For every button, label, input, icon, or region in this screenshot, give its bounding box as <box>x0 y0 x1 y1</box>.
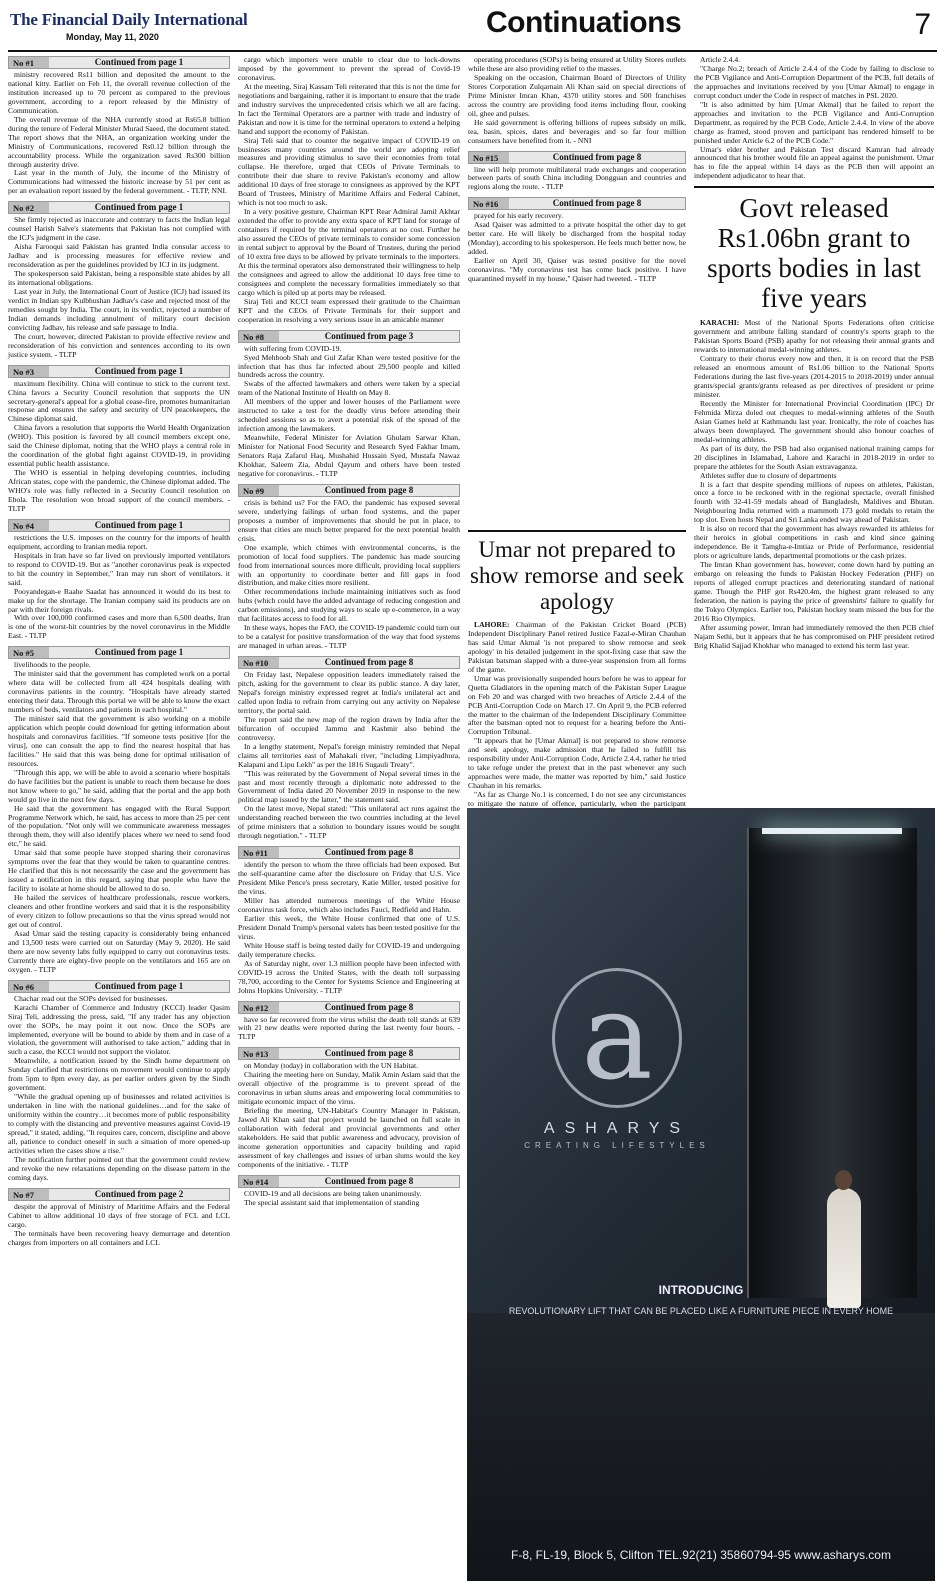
paragraph: He said that the government has engaged with the Rural Support Programme Network which, he said, has access to more than 25 per cent of the population. "Not only will we communicate awareness messages through them, they will also identify places where we need to send food etc," he said. <box>8 803 230 849</box>
umar-story <box>468 530 686 809</box>
section-title: Continuations <box>486 6 682 39</box>
paragraph: On Friday last, Nepalese opposition leaders immediately raised the pitch, asking for the government to clear its public stance. A day later, Nepal's foreign ministry expressed regret at India's unilateral act and called upon India to refrain from carrying out any activity on Nepalese territory, the portal said. <box>238 670 460 715</box>
asharys-advertisement[interactable] <box>467 808 935 1581</box>
paragraph <box>694 624 934 651</box>
paragraph <box>468 675 686 738</box>
continuation-title: Continued from page 8 <box>324 847 414 858</box>
paragraph: Aisha Farooqui said Pakistan has granted India consular access to Jadhav and is processing measures for effective review and reconsideration as per the guidelines provided by ICJ in its judgment. <box>8 242 230 270</box>
header-rule <box>8 50 937 52</box>
paragraph: identify the person to whom the three officials had been exposed. But the self-quarantine came after the disclosure on Friday that U.S. Vice President Mike Pence's press secretary, Katie Miller, tested positive for the virus. <box>238 860 460 897</box>
paragraph: line will help promote multilateral trade exchanges and cooperation between parts of south China including Dongguan and countries and regions along the route. - TLTP <box>468 164 686 192</box>
paragraph: livelihoods to the people. <box>14 660 91 670</box>
continuation-title: Continued from page 8 <box>324 1048 414 1059</box>
paragraph: Siraj Teli said that to counter the negative impact of COVID-19 on businesses many countries around the world are adopting relief measures and providing stimulus to save their economies from total collapse. He therefore, urged that CEOs of Private Terminals to contribute their due share to revive Pakistan's economy and allow additional 10 days of free storage to consignees as approved by the KPT Board of Trustees, Ministry of Maritime Affairs and Federal Cabinet, which is not too much to ask. <box>238 135 460 208</box>
paragraph: Umar said that some people have stopped sharing their coronavirus symptoms over the fear that they would be taken to quarantine centres. He clarified that this is not necessarily the case and the government has issued a notification in this regard, saying that people who have the facility to isolate at home should be allowed to do so. <box>8 848 230 894</box>
continuation-header <box>238 1001 460 1014</box>
paragraph: Speaking on the occasion, Chairman Board of Directors of Utility Stores Corporation Zulqarnain Ali Khan said on special directions of Prime Minister Imran Khan, 4370 utility stores and 500 franchises across the country are providing food items including flour, cooking oil, ghee and pulses. <box>468 72 686 118</box>
continuation-header <box>8 646 230 659</box>
page-number: 7 <box>914 8 931 41</box>
paragraph <box>694 561 934 624</box>
continuation-number: No #16 <box>469 198 509 209</box>
continuation-number: No #15 <box>469 152 509 163</box>
paragraph: At the meeting, Siraj Kassam Teli reiterated that this is not the time for negotiations and bargaining, rather it is important to ensure that the trade and industry survives the unprecedented crisis which we all are facing. In fact the Terminal Operators are a partner with trade and industry of Pakistan and now it is time for the terminal operators to extend a helping hand and support the economy of Pakistan. <box>238 81 460 136</box>
paragraph: Earlier on April 30, Qaiser was tested positive for the novel coronavirus. "My coronavirus test has come back positive. I have quarantined myself in my house," Qaiser had tweeted. - TLTP <box>468 256 686 284</box>
paragraph <box>694 400 934 445</box>
paragraph: She firmly rejected as inaccurate and contrary to facts the Indian legal counsel Harish Salve's statements that Pakistan has not complied with the ICJ's judgment in the case. <box>8 215 230 243</box>
continuation-block <box>468 197 686 284</box>
paragraph: crisis is behind us? For the FAO, the pandemic has exposed several severe, underlying failings of urban food systems, and the paper proposes a number of improvements that should be put in place, to ensure that cities are much better prepared for the next potential health crisis. <box>238 497 460 543</box>
continuation-header <box>8 519 230 532</box>
paragraph-text: "As far as Charge No.1 is concerned, I do not see any circumstances to mitigate the nature of offence, particularly, when the participant <box>468 790 686 809</box>
continuation-title: Continued from page 8 <box>324 1175 414 1186</box>
continuation-header <box>238 656 460 669</box>
paragraph: cargo which importers were unable to clear due to lock-downs imposed by the government to prevent the spread of Covid-19 coronavirus. <box>238 55 460 82</box>
ad-tagline: CREATING LIFESTYLES <box>524 1141 710 1150</box>
continuation-header <box>8 201 230 214</box>
continuation-block <box>8 646 230 974</box>
continuation-title: Continued from page 1 <box>94 519 184 530</box>
paragraph: on Monday (today) in collaboration with the UN Habitat. <box>244 1061 418 1071</box>
paragraph-text: Recently the Minister for International Provincial Coordination (IPC) Dr Fehmida Mirza doled out cheques to medal-winning athletes of the South Asian Games held at Kathmandu last year. Ironically, the role of coaches has always been downplayed. The government should also honour coaches of medal-winning athletes. <box>694 398 934 444</box>
paragraph: restrictions the U.S. imposes on the country for the imports of health equipment, according to Iranian media report. <box>8 532 230 551</box>
continuation-header <box>468 197 686 210</box>
continuation-number: No #7 <box>9 1189 49 1200</box>
paragraph: The court, however, directed Pakistan to provide effective review and reconsideration of his conviction and sentences according to its own justice system. - TLTP <box>8 331 230 359</box>
continuation-block <box>8 365 230 514</box>
paragraph: Earlier this week, the White House confirmed that one of U.S. President Donald Trump's personal valets has been tested positive for the virus. <box>238 913 460 941</box>
continuation-number: No #2 <box>9 202 49 213</box>
paragraph: In a lengthy statement, Nepal's foreign ministry reminded that Nepal claims all territories east of Mahakali river, "including Limpiyadhura, Kalapani and Lipu Lekh" as per the 1816 Sugauli Treaty". <box>238 741 460 769</box>
continuation-header <box>238 1047 460 1060</box>
paragraph: As of Saturday night, over 1.3 million people have been infected with COVID-19 across the United States, with the death toll surpassing 78,700, according to the Center for Systems Science and Engineering at Johns Hopkins University. - TLTP <box>238 958 460 995</box>
paragraph: The notification further pointed out that the government could review and revoke the new relaxations depending on the disease pattern in the coming days. <box>8 1154 230 1182</box>
paragraph: The minister said that the government has completed work on a portal where data will be collected from all 424 hospitals dealing with coronavirus patients in the country. "Hospitals have already started entering their data. Through this portal we will be able to know the exact numbers of beds, ventilators and patients in each hospital." <box>8 669 230 715</box>
continuation-block <box>238 330 460 479</box>
continuation-number: No #3 <box>9 366 49 377</box>
paragraph: The spokesperson said Pakistan, being a responsible state abides by all its international obligations. <box>8 269 230 288</box>
paragraph: Briefing the meeting, UN-Habitat's Country Manager in Pakistan, Jawed Ali Khan said that project would be launched on full scale in collaboration with federal and provincial governments and other stakeholders. He said that public awareness and advocacy, provision of income generation opportunities and capacity building and rapid assessment of key challenges and issues of urban slums would the key components of the initiative. - TLTP <box>238 1106 460 1169</box>
newspaper-name: The Financial Daily International <box>10 10 248 29</box>
continuation-number: No #8 <box>239 331 279 342</box>
sports-story <box>694 186 934 650</box>
paragraph: "Through this app, we will be able to avoid a scenario where hospitals do have facilities but the patient is unable to reach them because he does not know where to go," he said, adding that the portal and the app both would go live in the next few days. <box>8 767 230 804</box>
paragraph: "It is also admitted by him [Umar Akmal] that he failed to report the approaches and invitation to the PCB Vigilance and Anti-Corruption Department, as required by the PCB Code, Article 2.4.4. In view of the above charge as framed, stood proven and participant has rendered himself to be punished under Article 6.2 of the PCB Code." <box>694 99 934 145</box>
paragraph-text: Chairman of the Pakistan Cricket Board (PCB) Independent Disciplinary Panel retired Justice Fazal-e-Miran Chauhan has said Umar Akmal 'is not prepared to show remorse and seek apology' in his detailed judgement in the spot-fixing case that saw the Pakistan batsman slapped with a three-year suspension from all forms of the game. <box>468 620 686 674</box>
continuation-block <box>238 1001 460 1043</box>
ad-intro: INTRODUCING <box>658 1283 744 1297</box>
paragraph: China favors a resolution that supports the World Health Organization (WHO). This position is favored by all council members except one, said the Chinese diplomat, noting that the WHO plays a central role in the coordination of the global fight against COVID-19, in providing essential public health assistance. <box>8 423 230 469</box>
paragraph: Other recommendations include maintaining initiatives such as food hubs (which could have the added advantage of reducing congestion and carbon emissions), and studying ways to scale up e-commerce, in a way that facilitates access to food for all. <box>238 587 460 624</box>
continuation-header <box>238 846 460 859</box>
continuation-block <box>8 519 230 641</box>
continuation-title: Continued from page 8 <box>552 198 642 209</box>
column-1 <box>8 56 230 1582</box>
continuation-title: Continued from page 1 <box>94 365 184 376</box>
paragraph <box>694 355 934 400</box>
continuation-header <box>8 1188 230 1201</box>
paragraph-text: Contrary to their chorus every now and then, it is on record that the PSB released an enormous amount of Rs1.06 billion to the National Sports Federations during the last five-years (2014-2015 to 2018-2019) under annual grants/special grants/grants released as per directives of president or prime minister. <box>694 354 934 399</box>
paragraph: "This was reiterated by the Government of Nepal several times in the past and most recently through a diplomatic note addressed to the Government of India dated 20 November 2019 in response to the new political map issued by the latter," the statement said. <box>238 768 460 805</box>
column-3 <box>468 56 686 526</box>
masthead <box>8 6 937 48</box>
continuation-title: Continued from page 8 <box>324 657 414 668</box>
paragraph: The minister said that the government is also working on a mobile application which people could download for getting information about hospitals and coronavirus facilities. "If someone tests positive [for the virus], one can consult the app to find the nearest hospital that has facilities." He said that this was being done for optimal utilisation of resources. <box>8 714 230 768</box>
paragraph: The WHO is essential in helping developing countries, including African states, cope with the pandemic, the Chinese diplomat added. The WHO's role was fully reflected in a Security Council resolution on Ebola. The resolution won broad support of the council members. - TLTP <box>8 468 230 513</box>
continuation-title: Continued from page 8 <box>324 484 414 495</box>
paragraph: He hailed the services of healthcare professionals, rescue workers, cleaners and other frontline workers and said that it is the responsibility of every citizen to follow precautions so that the virus spread would not get out of control. <box>8 893 230 929</box>
paragraph: Meanwhile, Federal Minister for Aviation Ghulam Sarwar Khan, Minister for National Food Security and Research Syed Fakhar Imam, Senators Raja Zafarul Haq, Mushahid Hussain Syed, Mustafa Nawaz Khokhar, Saleem Zia, Abdul Qayum and others have been tested negative for coronavirus. - TLTP <box>238 433 460 478</box>
paragraph-text: Athletes suffer due to closure of departments <box>700 470 837 480</box>
umar-headline: Umar not prepared to show remorse and seek apology <box>470 537 684 614</box>
paragraph: All members of the upper and lower houses of the Parliament were instructed to take a test for the deadly virus before attending their scheduled sessions so as to avert a potential risk of the spread of the infection among the lawmakers. <box>238 397 460 434</box>
paragraph-text: After assuming power, Imran had immediately removed the then PCB chief Najam Sethi, but it appears that he has compromised on PHF president retired Brig Khalid Sajjad Khokhar who managed to extend his term last year. <box>694 622 934 650</box>
paragraph: Last year in the month of July, the income of the Ministry of Communications had witnessed the historic increase by 51 per cent as per an evaluation report issued by the federal government. - TLTP, NNI. <box>8 168 230 196</box>
paragraph: operating procedures (SOPs) is being ensured at Utility Stores outlets while these are also providing relief to the masses. <box>468 55 686 73</box>
paragraph: Siraj Teli and KCCI team expressed their gratitude to the Chairman KPT and the CEOs of Private Terminals for their support and cooperation in resolving a very serious issue in an amicable manner <box>238 296 460 324</box>
paragraph-text: It is also on record that the government has always rewarded its athletes for their heroics in global competitions in cash and kind since gaining independence. Be it Tamgha-e-Imtiaz or Pride of Performance, residential plots or agriculture lands, departmental promotions or the cash prizes. <box>694 524 934 561</box>
continuation-header <box>8 980 230 993</box>
paragraph: Chachar read out the SOPs devised for businesses. <box>14 993 168 1003</box>
continuation-title: Continued from page 8 <box>324 1001 414 1012</box>
paragraph: The report said the new map of the region drawn by India after the bifurcation of occupied Jammu and Kashmir also behind the controversy. <box>238 714 460 742</box>
continuation-block <box>238 846 460 995</box>
paragraph: The special assistant said that implementation of standing <box>244 1197 420 1207</box>
continuation-number: No #4 <box>9 520 49 531</box>
continuation-title: Continued from page 1 <box>94 647 184 658</box>
paragraph: Hospitals in Iran have so far lived on previously imported ventilators to respond to COVID-19. But as "another coronavirus peak is expected to hit the country in September," Iran may run short of ventilators. it said. <box>8 550 230 587</box>
paragraph: Pooyandegan-e Raahe Saadat has announced it would do its best to make up for the shortage. The Iranian company said its products are on par with their foreign rivals. <box>8 586 230 614</box>
paragraph: With over 100,000 confirmed cases and more than 6,500 deaths, Iran is one of the worst-hit countries by the novel coronavirus in the Middle East. - TLTP <box>8 613 230 641</box>
paragraph: have so far recovered from the virus whilst the death toll stands at 639 with 21 new deaths were reported during the last twenty four hours. - TLTP <box>238 1014 460 1042</box>
ad-brand: ASHARYS <box>543 1120 691 1137</box>
continuation-block <box>238 1047 460 1169</box>
continuation-number: No #13 <box>239 1048 279 1059</box>
continuation-block <box>238 484 460 651</box>
paragraph: Karachi Chamber of Commerce and Industry (KCCI) leader Qasim Siraj Teli, addressing the press, said, "If any trader has any objection over the SOPs, he may point it out now. Once the SOPs are implemented, everyone will be bound to abide by them and in case of a violation, the government will authorised to take action," adding that in such a case, the KCCI would not support the violator. <box>8 1002 230 1057</box>
continuation-block <box>238 1175 460 1208</box>
continued-text <box>694 56 934 181</box>
continuation-number: No #14 <box>239 1176 279 1187</box>
paragraph: Swabs of the affected lawmakers and others were taken by a special team of the National Institute of Health on May 8. <box>238 379 460 398</box>
paragraph <box>694 525 934 561</box>
paragraph <box>694 481 934 526</box>
dateline: LAHORE: <box>474 620 510 629</box>
continuation-block <box>238 656 460 841</box>
ad-contact: F-8, FL-19, Block 5, Clifton TEL.92(21) 35860794-95 www.asharys.com <box>511 1548 891 1562</box>
paragraph: Last year in July, the International Court of Justice (ICJ) had issued its verdict in Indian spy Kulbhushan Jadhav's case and rejected most of the remedies sought by India. The court, in its verdict, rejected a number of Indian demands including annulment of military court decision convicting Jadhav, his release and safe passage to India. <box>8 286 230 332</box>
continuation-number: No #12 <box>239 1002 279 1013</box>
paragraph <box>468 621 686 675</box>
continuation-header <box>468 151 686 164</box>
paragraph-text: Umar was provisionally suspended hours before he was to appear for Quetta Gladiators in the opening match of the Pakistan Super League on Feb 20 and was charged with two breaches of Article 2.4.4 of the PCB Anti-Corruption Code on March 17. On April 9, the PCB referred the matter to the chairman of the Independent Disciplinary Committee after the batsman opted not to request for a hearing before the Anti-Corruption Tribunal. <box>468 673 686 737</box>
paragraph: maximum flexibility. China will continue to stick to the current text. China favors a Security Council resolution that supports the UN secretary-general's appeal for a global cease-fire, promotes humanitarian response and ensures the safety and security of UN peacekeepers, the Chinese diplomat said. <box>8 378 230 424</box>
dateline: KARACHI: <box>700 318 740 328</box>
continuation-block <box>8 56 230 196</box>
continuation-block <box>468 151 686 193</box>
continuation-title: Continued from page 2 <box>94 1188 184 1199</box>
paragraph: prayed for his early recovery. <box>474 211 564 221</box>
continuation-block <box>8 1188 230 1248</box>
paragraph: "Charge No.2; breach of Article 2.4.4 of the Code by failing to disclose to the PCB Vigilance and Anti-Corruption Department of the PCB, full details of the approaches and invitations received by you [Umar Akmal] to engage in corrupt conduct under the Code in respect of matches in PSL 2020. <box>694 63 934 100</box>
continuation-header <box>238 330 460 343</box>
paragraph-text: It is a fact that despite spending millions of rupees on athletes, Pakistan, once a force to be reckoned with in the regional spectacle, overall finished fourth with 32-41-59 medals ahead of Bangladesh, Maldives and Bhutan. Neighbouring India returned with a mammoth 173 gold medals to retain the top slot. Even hosts Nepal and Sri Lanka ended way ahead of Pakistan. <box>694 479 934 525</box>
paragraph: Meanwhile, a notification issued by the Sindh home department on Sunday clarified that restrictions on movement would continue to apply from 5pm to 8pm every day, as per earlier orders given by the Sindh government. <box>8 1056 230 1093</box>
paragraph: Syed Mehboob Shah and Gul Zafar Khan were tested positive for the infection that has thus far infected about 29,500 people and killed hundreds across the country. <box>238 352 460 380</box>
paragraph-text: The Imran Khan government has, however, come down hard by putting an embargo on releasing the funds to Pakistan Hockey Federation (PHF) on reports of alleged corrupt practices and deteriorating standard of national game. Though the PHF got Rs420.4m, the highest grant released to any federation, the nation is paying the price of greenshirts' failure to qualify for the Tokyo Olympics. Earlier too, Pakistan hockey team missed the bus for the 2016 Rio Olympics. <box>694 560 934 623</box>
paragraph: ministry recovered Rs11 billion and deposited the amount to the national kitty. Earlier on Feb 11, the overall revenue collection of the institution increased up to 70 percent as compared to the previous government, according to a report released by the Ministry of Communication. <box>8 70 230 115</box>
continued-text <box>238 56 460 325</box>
ad-description: REVOLUTIONARY LIFT THAT CAN BE PLACED LIKE A FURNITURE PIECE IN EVERY HOME <box>508 1306 894 1316</box>
paragraph <box>694 445 934 472</box>
paragraph: Umar's elder brother and Pakistan Test discard Kamran had already announced that his brother would file an appeal against the punishment. Umar has to file the appeal within 14 days as the PCB then will appoint an independent adjudicator to hear that. <box>694 144 934 181</box>
paragraph-text: As part of its duty, the PSB had also organised national training camps for 20 disciplines in Islamabad, Lahore and Karachi in 2018-2019 in order to prepare the athletes for the South Asian extravaganza. <box>694 443 934 471</box>
paragraph: Miller has attended numerous meetings of the White House coronavirus task force, which also includes Fauci, Redfield and Hahn. <box>238 896 460 914</box>
continuation-number: No #1 <box>9 57 49 68</box>
paragraph: Asad Umar said the testing capacity is considerably being enhanced and 13,500 tests were carried out on Saturday (May 9, 2020). He said there are now seventy labs fully equipped to carry out coronavirus tests. Currently there are eighty-five people on the ventilators and 165 are on oxygen. - TLTP <box>8 928 230 974</box>
continuation-header <box>8 365 230 378</box>
continuation-header <box>8 56 230 69</box>
issue-date: Monday, May 11, 2020 <box>66 32 159 42</box>
paragraph: Article 2.4.4. <box>700 55 741 64</box>
continuation-number: No #6 <box>9 981 49 992</box>
continuation-block <box>8 980 230 1183</box>
continuation-title: Continued from page 1 <box>94 980 184 991</box>
paragraph: In a very positive gesture, Chairman KPT Rear Admiral Jamil Akhtar extended the offer to provide any extra space of KPT land for storage of containers if required by the terminal operators at no cost. Further he also assured the CEOs of private terminals to consider some concession in rental subject to approval by the Board of Trustees, during the period of 10 extra free days to be allowed by private terminals to the importers. At this the terminal operators also demonstrated their willingness to help the consignees and agreed to allow the additional 10 days free time to consignees and complete the necessary formalities immediately so that cargo which is piled up at ports may be released. <box>238 207 460 297</box>
column-2 <box>238 56 460 1582</box>
paragraph-text: "It appears that he [Umar Akmal] is not prepared to show remorse and seek apology, make admission that he failed to fulfill his responsibility under Anti-Corruption Code, Article 2.4.4, rather he tried to take refuge under the pretext that in the past whenever any such approaches were made, the matter was reported by him," said Justice Chauhan in his remarks. <box>468 736 686 791</box>
continuation-block <box>8 201 230 359</box>
continuation-number: No #5 <box>9 647 49 658</box>
continued-text <box>468 56 686 146</box>
asharys-logo: a <box>552 968 682 1108</box>
continuation-title: Continued from page 1 <box>94 57 184 67</box>
continuation-number: No #11 <box>239 847 279 858</box>
lift-light <box>762 828 902 834</box>
continuation-title: Continued from page 1 <box>94 202 184 213</box>
paragraph-text: Most of the National Sports Federations often criticise government and attribute falling standard of country's sports graph to the Pakistan Sports Board (PSB) apathy for not releasing their annual grants and rewards to international medal-winning athletes. <box>694 318 934 355</box>
paragraph: despite the approval of Ministry of Maritime Affairs and the Federal Cabinet to allow additional 10 days of free storage of FCL and LCL cargo. <box>8 1201 230 1229</box>
continuation-number: No #10 <box>239 657 279 668</box>
paragraph: The terminals have been recovering heavy demurrage and detention charges from importers on all containers and LCL <box>8 1228 230 1247</box>
paragraph: "While the gradual opening up of businesses and related activities is undertaken in line with the national guidelines…and for the sake of uniformity within the country…it becomes more of public responsibility to comply with the distancing and preventive measures against Covid-19 spread," it stated, adding, "It requires care, concern, discipline and above all, patience to conduct oneself in such a situation of more opened-up activities when the cases show a rise." <box>8 1092 230 1155</box>
paragraph: On the latest move, Nepal stated: "This unilateral act runs against the understanding reached between the two countries including at the level of prime ministers that a solution to boundary issues would be sought through negotiation." - TLTP <box>238 804 460 841</box>
paragraph: Asad Qaiser was admitted to a private hospital the other day to get better care. He will likely be discharged from the hospital today (Monday), according to his spokesperson. He feels much better now, he added. <box>468 220 686 257</box>
paragraph: with suffering from COVID-19. <box>244 343 342 353</box>
paragraph: Chairing the meeting here on Sunday, Malik Amin Aslam said that the overall objective of the programme is to prevent spread of the coronavirus in urban slums areas and empowering local communities to mitigate economic impact of the virus. <box>238 1070 460 1107</box>
ad-footer-panel <box>467 1313 935 1581</box>
paragraph: One example, which chimes with environmental concerns, is the promotion of local food suppliers. The pandemic has made sourcing food from international sources more difficult, providing local suppliers with an opportunity to coordinate better and fill gaps in food distribution, and make cities more resilient. <box>238 542 460 588</box>
paragraph: In these ways, hopes the FAO, the COVID-19 pandemic could turn out to be a catalyst for positive transformation of the way that food systems are managed in urban areas. - TLTP <box>238 623 460 651</box>
paragraph: He said government is offering billions of rupees subsidy on milk, tea, basin, spices, dates and beverages and so far four million consumers have benefited from it. - NNI <box>468 117 686 145</box>
paragraph: The overall revenue of the NHA currently stood at Rs65.8 billion during the tenure of Federal Minister Murad Saeed, the document stated. The report shows that the NHA, an organization working under the Ministry of Communications, recovered Rs0.12 billion through the accountability process. While the organization saved Rs300 billion through austerity drive. <box>8 114 230 169</box>
paragraph <box>468 737 686 791</box>
continuation-title: Continued from page 3 <box>324 330 414 341</box>
continuation-number: No #9 <box>239 485 279 496</box>
paragraph: COVID-19 and all decisions are being taken unanimously. <box>244 1188 422 1198</box>
continuation-header <box>238 1175 460 1188</box>
paragraph <box>694 319 934 355</box>
paragraph: White House staff is being tested daily for COVID-19 and undergoing daily temperature checks. <box>238 940 460 959</box>
sports-headline: Govt released Rs1.06bn grant to sports bodies in last five years <box>707 193 921 314</box>
continuation-title: Continued from page 8 <box>552 151 642 162</box>
continuation-header <box>238 484 460 497</box>
